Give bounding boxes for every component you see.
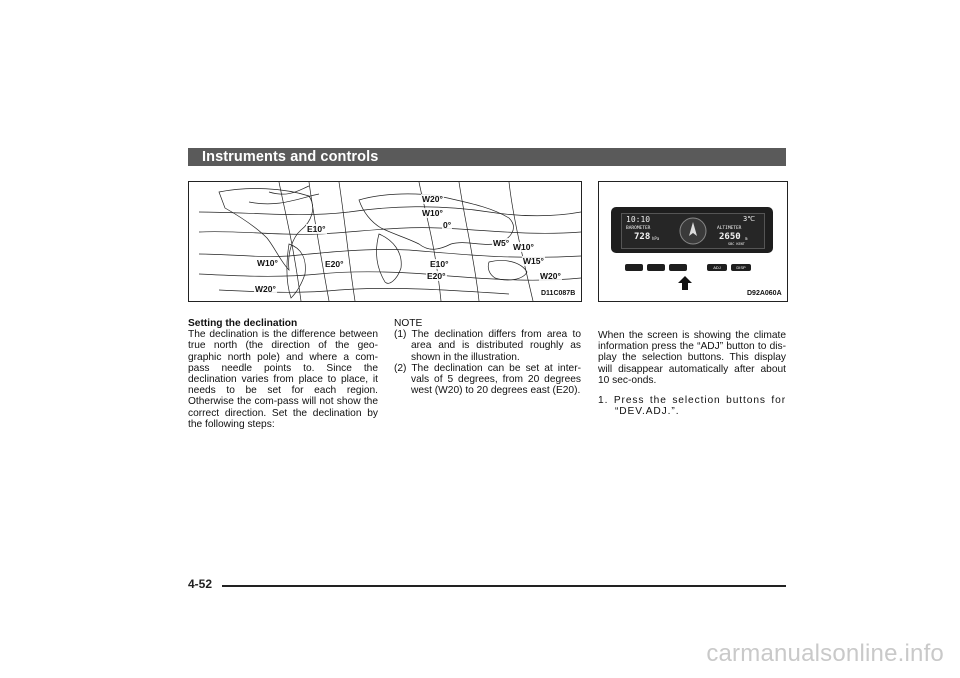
adj-instructions (598, 330, 786, 417)
map-label-w20-east: W20° (540, 271, 561, 281)
note-item-text: The declination can be set at inter-vals of 5 degrees, from 20 degrees west (W20) to 20 degrees east (E20). (411, 362, 581, 397)
section-title: Instruments and controls (202, 149, 379, 165)
compass-icon (679, 216, 707, 246)
note-section (394, 318, 581, 396)
map-label-w20-west: W20° (255, 284, 276, 294)
declination-section (188, 318, 378, 430)
note-item-number: (2) (394, 362, 407, 374)
note-item-1 (394, 329, 581, 363)
note-item-2 (394, 363, 581, 397)
figure-code: D11C087B (541, 290, 576, 297)
altimeter-unit: m (745, 236, 748, 241)
step-1 (598, 395, 786, 417)
map-label-e20-west: E20° (325, 259, 344, 269)
up-arrow-icon (678, 276, 692, 290)
display-figure (598, 181, 788, 302)
map-label-w5: W5° (493, 238, 510, 248)
map-label-zero: 0° (443, 220, 452, 230)
display-unit (611, 207, 773, 253)
step-number: 1. (598, 395, 609, 407)
note-item-text: The declination differs from area to area and is distributed roughly as shown in the illustration. (411, 329, 581, 363)
adj-button[interactable]: ADJ (707, 264, 727, 271)
instructions-body: When the screen is showing the climate information press the “ADJ” button to dis-play the selection buttons. This display will disappear automatically after about 10 sec-onds. (598, 330, 786, 386)
map-label-w20-top: W20° (422, 194, 443, 204)
status-readout: SBC KENT (728, 242, 745, 246)
temp-readout: 3℃ (743, 215, 756, 223)
map-label-w10-west: W10° (257, 258, 278, 268)
map-label-w10-east: W10° (513, 242, 534, 252)
barometer-value: 728 (634, 232, 651, 242)
section-body: The declination is the difference between true north (the direction of the geo-graphic north pole) and where a com-pass needle points to. Since the declination varies from place to place, it needs to be set for each region. Otherwise the com-pass will not show the correct direction. Set the declination by the following steps: (188, 329, 378, 430)
footer-rule (222, 585, 786, 587)
declination-map-figure (188, 181, 582, 302)
map-label-e10-south: E10° (430, 259, 449, 269)
selection-button-1[interactable] (625, 264, 643, 271)
step-text: Press the selection buttons for “DEV.ADJ.”. (613, 395, 786, 418)
display-screen (621, 213, 765, 249)
barometer-unit: hPa (652, 236, 660, 241)
figure-code: D92A060A (747, 290, 782, 297)
time-readout: 10:10 (626, 215, 651, 224)
map-label-e20-south: E20° (427, 271, 446, 281)
section-heading: Setting the declination (188, 318, 298, 329)
altimeter-value: 2650 (719, 232, 741, 242)
map-label-e10-west: E10° (307, 224, 326, 234)
section-header-bar (188, 148, 786, 166)
note-item-number: (1) (394, 329, 407, 341)
display-buttons (625, 264, 761, 276)
map-label-w15: W15° (523, 256, 544, 266)
page-number: 4-52 (188, 577, 213, 591)
altimeter-label: ALTIMETER (717, 226, 742, 231)
watermark: carmanualsonline.info (706, 640, 944, 667)
barometer-label: BAROMETER (626, 226, 651, 231)
note-heading: NOTE (394, 318, 423, 329)
map-label-w10-top: W10° (422, 208, 443, 218)
selection-button-2[interactable] (647, 264, 665, 271)
disp-button[interactable]: DISP (731, 264, 751, 271)
selection-button-3[interactable] (669, 264, 687, 271)
